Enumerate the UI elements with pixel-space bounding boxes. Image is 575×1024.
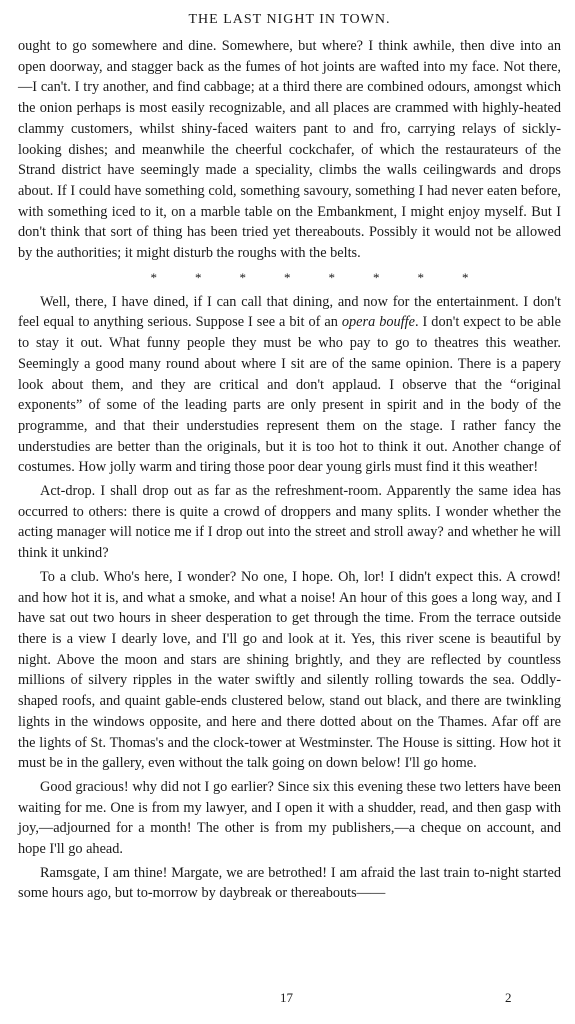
section-break-star: * bbox=[328, 269, 335, 285]
paragraph-2-start: Well, there, I have dined, if I can call that dining, and now for the entertainment. I don't feel equal to anything serious. Suppose I see a bit of an bbox=[18, 293, 561, 331]
section-break-star: * bbox=[284, 269, 291, 285]
paragraph-2-rest: . I don't expect to be able to stay it out. What funny people they must be who pay to go to theatres this weather. Seemingly a good many round about where I sit are of the same opinion. There is a papery look about them, and they are critical and don't applaud. I observe that the “original exponents” of some of the leading parts are only present in spirit and in the body of the programme, and that their understudies represent them on the stage. I rather fancy the understudies are better than the originals, but it is too hot to think it out. Another change of costumes. How jolly warm and tiring those poor dear young girls must find it this weather! bbox=[18, 314, 561, 476]
section-break-star: * bbox=[462, 269, 469, 285]
paragraph-3: Act-drop. I shall drop out as far as the refreshment-room. Apparently the same idea has occurred to others: there is quite a crowd of droppers and many splits. I wonder whether the acting manager will notice me if I drop out into the street and stroll away? and whether he will think it unkind? bbox=[18, 483, 561, 562]
paragraph-6: Ramsgate, I am thine! Margate, we are betrothed! I am afraid the last train to-night started some hours ago, but to-morrow by daybreak or thereabouts—— bbox=[18, 864, 561, 902]
running-head: THE LAST NIGHT IN TOWN. bbox=[188, 12, 391, 27]
section-break-star: * bbox=[417, 269, 424, 285]
section-break-star: * bbox=[150, 269, 157, 285]
paragraph-4: To a club. Who's here, I wonder? No one, I hope. Oh, lor! I didn't expect this. A crowd! and how hot it is, and what a smoke, and what a noise! An hour of this goes a long way, and I have sat out two hours in sheer desperation to get through the time. From the terrace outside there is a view I dearly love, and I'll go and look at it. Yes, this river scene is beautiful by night. Above the moon and stars are shining brightly, and they are reflected by countless millions of silvery ripples in the water swiftly and silently rolling towards the sea. Oddly-shaped roofs, and quaint gable-ends clustered below, stand out black, and there are twinkling lights in the windows opposite, and here and there dotted about on the Thames. Afar off are the lights of St. Thomas's and the clock-tower at Westminster. The House is sitting. How hot it must be in the gallery, even without the talk going on down below! I'll go home. bbox=[18, 568, 561, 772]
paragraph-1: ought to go somewhere and dine. Somewhere, but where? I think awhile, then dive into an open doorway, and stagger back as the fumes of hot joints are wafted into my face. Not there,—I can't. I try another, and find cabbage; at a third there are combined odours, amongst which the onion perhaps is most easily recognizable, and all places are crammed with highly-heated clammy customers, whilst shiny-faced waiters pant to and fro, carrying relays of sickly-looking dishes; and meanwhile the cheerful cockchafer, of which the restaurateurs of the Strand district have seemingly made a speciality, climbs the walls ceilingwards and drops about. If I could have something cold, something savoury, something I had never eaten before, with something iced to it, on a marble table on the Embankment, I might enjoy myself. But I don't think that sort of thing has been tried yet thereabouts. Possibly it would not be allowed by the authorities; it might disturb the roughs with the belts. bbox=[18, 38, 561, 262]
page-number: 17 bbox=[280, 990, 293, 1005]
opera-term: opera bouffe bbox=[341, 314, 415, 331]
section-break bbox=[18, 270, 561, 286]
section-break-star: * bbox=[195, 269, 202, 285]
section-break-star: * bbox=[239, 269, 246, 285]
paragraph-2 bbox=[18, 292, 561, 478]
section-break-star: * bbox=[373, 269, 380, 285]
signature-mark: 2 bbox=[505, 990, 512, 1005]
paragraph-5: Good gracious! why did not I go earlier? Since six this evening these two letters have been waiting for me. One is from my lawyer, and I open it with a shudder, read, and then gasp with joy,—adjourned for a month! The other is from my publishers,—a cheque on account, and hope I'll go ahead. bbox=[18, 778, 561, 858]
